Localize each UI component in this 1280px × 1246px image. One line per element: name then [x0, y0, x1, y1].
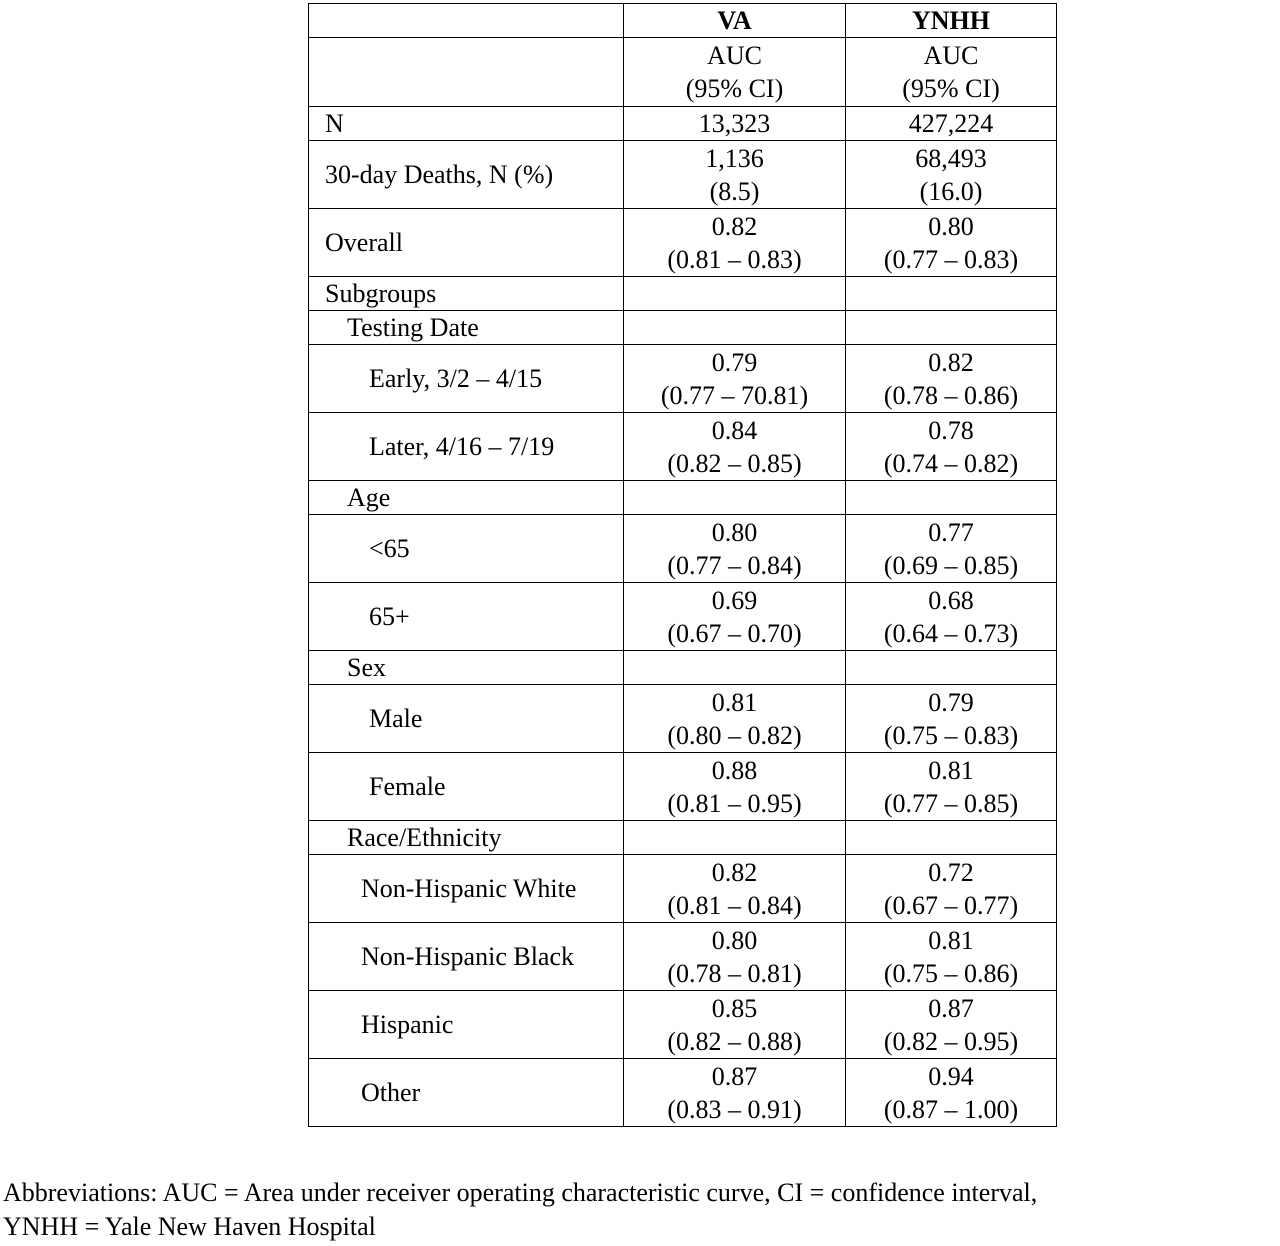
- ynhh-value: [846, 345, 1057, 413]
- auc-table: [308, 3, 1057, 1127]
- va-auc: 0.87: [711, 1061, 758, 1091]
- row-label: Non-Hispanic Black: [309, 923, 624, 991]
- ynhh-ci: (0.64 – 0.73): [883, 618, 1019, 648]
- row-label: Male: [309, 685, 624, 753]
- row-label: Later, 4/16 – 7/19: [309, 413, 624, 481]
- row-label: Other: [309, 1059, 624, 1127]
- ynhh-auc: 0.79: [928, 687, 974, 717]
- section-label: Age: [309, 481, 624, 515]
- table-row: [309, 855, 1057, 923]
- ynhh-auc: 0.87: [928, 993, 974, 1023]
- header-va: VA: [624, 4, 846, 38]
- va-value: [624, 991, 846, 1059]
- abbreviations-footnote: [3, 1176, 1279, 1244]
- va-value: [624, 583, 846, 651]
- ynhh-ci: (0.67 – 0.77): [883, 890, 1019, 920]
- va-ci: (0.83 – 0.91): [667, 1094, 802, 1124]
- subheader-ynhh-line1: AUC: [923, 41, 979, 70]
- table-row: [309, 107, 1057, 141]
- ynhh-auc: 0.81: [928, 925, 974, 955]
- va-auc: 0.79: [711, 347, 758, 377]
- row-label: Female: [309, 753, 624, 821]
- ynhh-value: [846, 209, 1057, 277]
- va-value: [624, 753, 846, 821]
- row-label: 30-day Deaths, N (%): [309, 141, 624, 209]
- va-ci: (0.82 – 0.85): [667, 448, 802, 478]
- table-row: [309, 345, 1057, 413]
- ynhh-ci: (0.82 – 0.95): [883, 1026, 1019, 1056]
- va-value: [624, 855, 846, 923]
- va-value: [624, 345, 846, 413]
- empty-cell: [846, 651, 1057, 685]
- ynhh-auc: 0.80: [928, 211, 974, 241]
- row-label: 65+: [309, 583, 624, 651]
- va-value: [624, 515, 846, 583]
- ynhh-ci: (0.77 – 0.85): [883, 788, 1019, 818]
- empty-cell: [624, 821, 846, 855]
- va-ci: (0.78 – 0.81): [667, 958, 802, 988]
- va-value: [624, 209, 846, 277]
- ynhh-value: [846, 515, 1057, 583]
- va-ci: (0.77 – 0.84): [667, 550, 802, 580]
- section-row: [309, 821, 1057, 855]
- va-ci: (0.81 – 0.84): [667, 890, 802, 920]
- ynhh-value: [846, 583, 1057, 651]
- ynhh-value: [846, 685, 1057, 753]
- table-row: [309, 141, 1057, 209]
- empty-cell: [846, 311, 1057, 345]
- table-row: [309, 991, 1057, 1059]
- ynhh-value: [846, 855, 1057, 923]
- section-row: [309, 481, 1057, 515]
- footnote-line-2: YNHH = Yale New Haven Hospital: [3, 1212, 376, 1241]
- va-auc: 0.82: [711, 211, 758, 241]
- ynhh-value: [846, 413, 1057, 481]
- table-row: [309, 685, 1057, 753]
- ynhh-auc: 0.94: [928, 1061, 974, 1091]
- section-label: Sex: [309, 651, 624, 685]
- header-row: [309, 4, 1057, 38]
- section-row: [309, 277, 1057, 311]
- subheader-va-line2: (95% CI): [685, 74, 784, 103]
- ynhh-value: [846, 141, 1057, 209]
- va-auc: 0.80: [711, 517, 758, 547]
- empty-cell: [846, 481, 1057, 515]
- section-label: Race/Ethnicity: [309, 821, 624, 855]
- va-ci: (0.67 – 0.70): [667, 618, 802, 648]
- va-auc: 0.69: [711, 585, 758, 615]
- va-auc: 0.82: [711, 857, 758, 887]
- empty-cell: [846, 821, 1057, 855]
- empty-cell: [624, 311, 846, 345]
- va-value: [624, 413, 846, 481]
- section-row: [309, 651, 1057, 685]
- va-count: 1,136: [705, 143, 764, 173]
- va-percent: (8.5): [709, 176, 760, 206]
- subheader-ynhh: [846, 38, 1057, 107]
- ynhh-value: [846, 991, 1057, 1059]
- ynhh-ci: (0.75 – 0.86): [883, 958, 1019, 988]
- va-value: [624, 685, 846, 753]
- ynhh-ci: (0.87 – 1.00): [883, 1094, 1019, 1124]
- subheader-empty-cell: [309, 38, 624, 107]
- ynhh-auc: 0.77: [928, 517, 974, 547]
- table-row: [309, 753, 1057, 821]
- row-label: Overall: [309, 209, 624, 277]
- subheader-row: [309, 38, 1057, 107]
- section-label: Testing Date: [309, 311, 624, 345]
- va-ci: (0.80 – 0.82): [667, 720, 802, 750]
- ynhh-ci: (0.75 – 0.83): [883, 720, 1019, 750]
- ynhh-ci: (0.74 – 0.82): [883, 448, 1019, 478]
- ynhh-auc: 0.78: [928, 415, 974, 445]
- empty-cell: [846, 277, 1057, 311]
- va-value: [624, 923, 846, 991]
- va-auc: 0.88: [711, 755, 758, 785]
- va-auc: 0.85: [711, 993, 758, 1023]
- ynhh-value: [846, 923, 1057, 991]
- header-empty-cell: [309, 4, 624, 38]
- empty-cell: [624, 277, 846, 311]
- table-row: [309, 1059, 1057, 1127]
- row-label: <65: [309, 515, 624, 583]
- ynhh-value: [846, 753, 1057, 821]
- ynhh-percent: (16.0): [919, 176, 983, 206]
- ynhh-ci: (0.69 – 0.85): [883, 550, 1019, 580]
- ynhh-value: [846, 1059, 1057, 1127]
- ynhh-auc: 0.68: [928, 585, 974, 615]
- va-ci: (0.82 – 0.88): [667, 1026, 802, 1056]
- empty-cell: [624, 481, 846, 515]
- va-auc: 0.80: [711, 925, 758, 955]
- va-value: [624, 1059, 846, 1127]
- subheader-va: [624, 38, 846, 107]
- footnote-line-1: Abbreviations: AUC = Area under receiver operating characteristic curve, CI = confidence interval,: [3, 1178, 1038, 1207]
- va-auc: 0.81: [711, 687, 758, 717]
- va-value: 13,323: [624, 107, 846, 141]
- va-ci: (0.77 – 70.81): [660, 380, 809, 410]
- va-value: [624, 141, 846, 209]
- table-row: [309, 209, 1057, 277]
- table-row: [309, 413, 1057, 481]
- row-label: Non-Hispanic White: [309, 855, 624, 923]
- va-ci: (0.81 – 0.83): [667, 244, 802, 274]
- ynhh-ci: (0.77 – 0.83): [883, 244, 1019, 274]
- table-row: [309, 583, 1057, 651]
- empty-cell: [624, 651, 846, 685]
- va-auc: 0.84: [711, 415, 758, 445]
- ynhh-count: 68,493: [915, 143, 987, 173]
- va-ci: (0.81 – 0.95): [667, 788, 802, 818]
- subheader-va-line1: AUC: [707, 41, 762, 70]
- subheader-ynhh-line2: (95% CI): [902, 74, 1000, 103]
- ynhh-ci: (0.78 – 0.86): [883, 380, 1019, 410]
- row-label: N: [309, 107, 624, 141]
- section-label: Subgroups: [309, 277, 624, 311]
- table-row: [309, 923, 1057, 991]
- ynhh-auc: 0.72: [928, 857, 974, 887]
- row-label: Early, 3/2 – 4/15: [309, 345, 624, 413]
- header-ynhh: YNHH: [846, 4, 1057, 38]
- row-label: Hispanic: [309, 991, 624, 1059]
- ynhh-auc: 0.81: [928, 755, 974, 785]
- ynhh-value: 427,224: [846, 107, 1057, 141]
- table-row: [309, 515, 1057, 583]
- ynhh-auc: 0.82: [928, 347, 974, 377]
- section-row: [309, 311, 1057, 345]
